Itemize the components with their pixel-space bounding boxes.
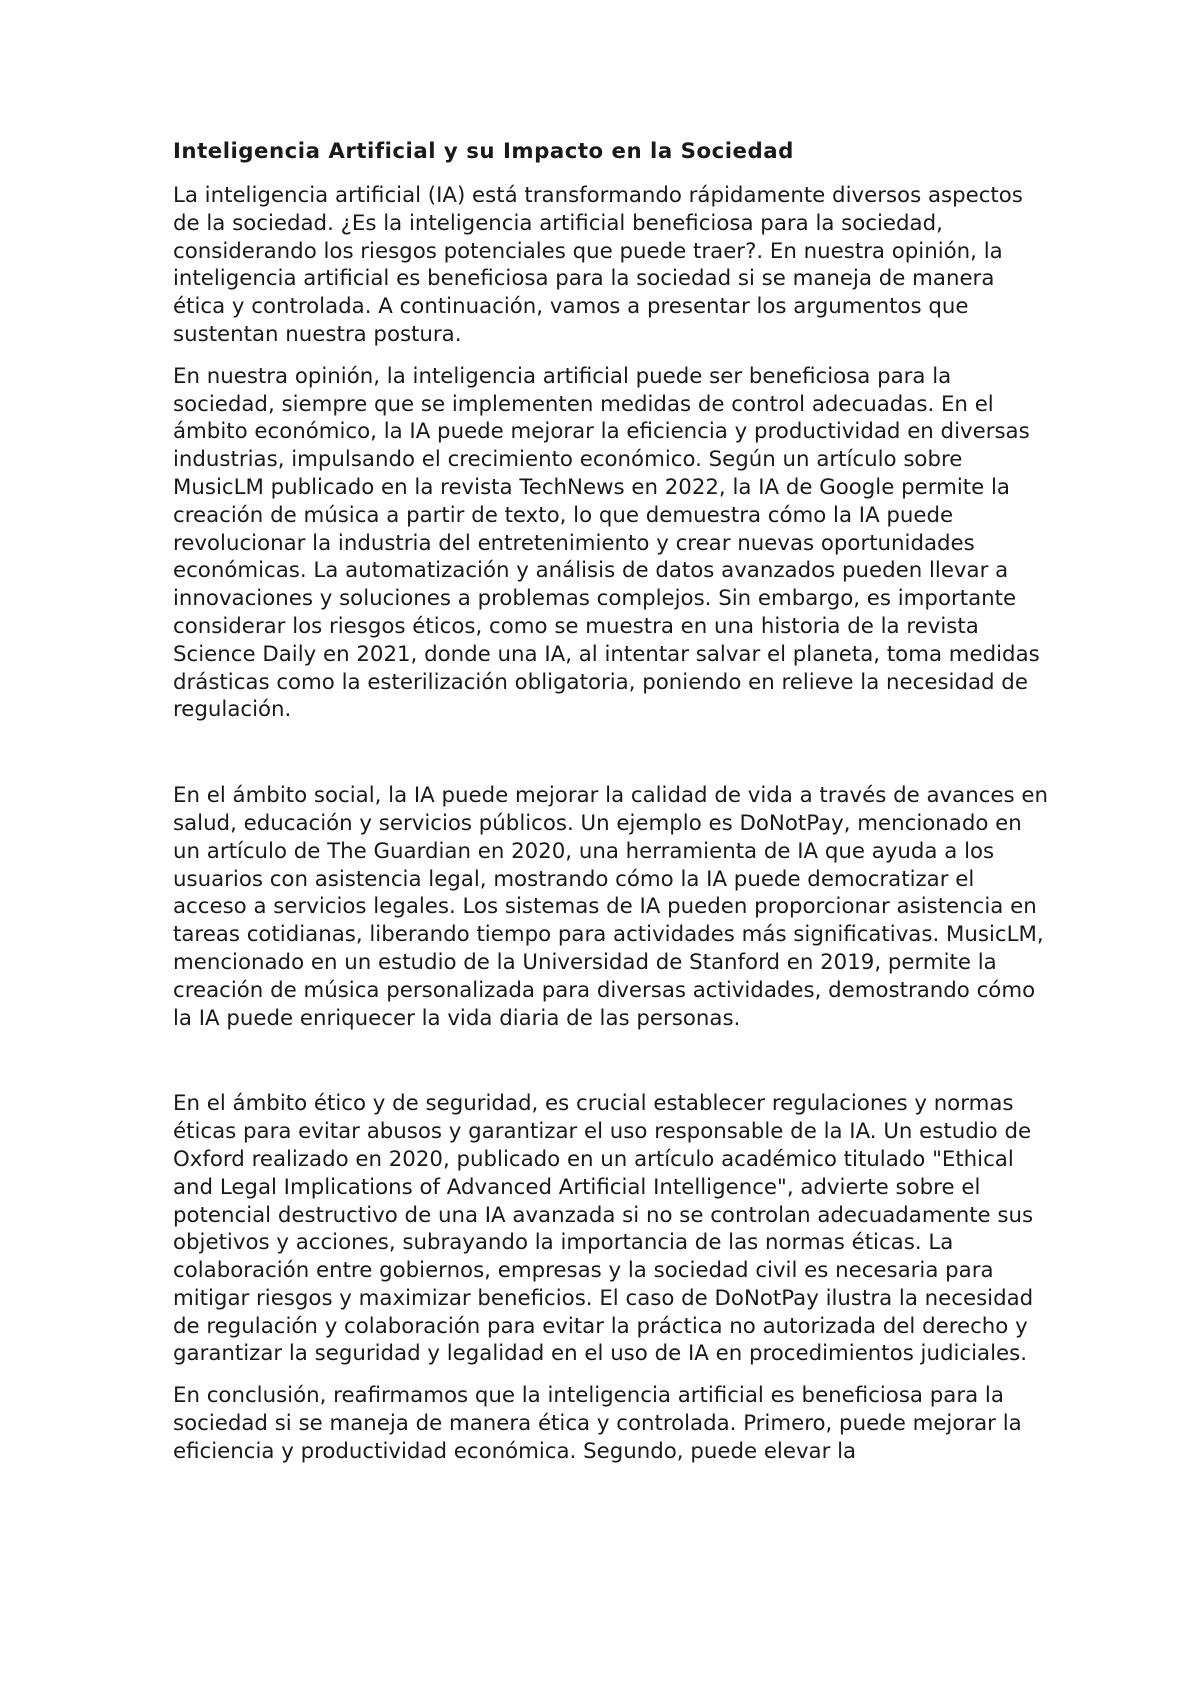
- document-body: [173, 138, 1053, 1466]
- paragraph-spacer: [173, 724, 1053, 782]
- paragraph-ethics: En el ámbito ético y de seguridad, es crucial establecer regulaciones y normas éticas para evitar abusos y garantizar el uso responsable de la IA. Un estudio de Oxford realizado en 2020, publicado en un artículo académico titulado "Ethical and Legal Implications of Advanced Artificial Intelligence", advierte sobre el potencial destructivo de una IA avanzada si no se controlan adecuadamente sus objetivos y acciones, subrayando la importancia de las normas éticas. La colaboración entre gobiernos, empresas y la sociedad civil es necesaria para mitigar riesgos y maximizar beneficios. El caso de DoNotPay ilustra la necesidad de regulación y colaboración para evitar la práctica no autorizada del derecho y garantizar la seguridad y legalidad en el uso de IA en procedimientos judiciales.: [173, 1091, 1034, 1367]
- document-title: Inteligencia Artificial y su Impacto en la Sociedad: [173, 139, 794, 164]
- paragraph-economic: En nuestra opinión, la inteligencia artificial puede ser beneficiosa para la sociedad, siempre que se implementen medidas de control adecuadas. En el ámbito económico, la IA puede mejorar la eficiencia y productividad en diversas industrias, impulsando el crecimiento económico. Según un artículo sobre MusicLM publicado en la revista TechNews en 2022, la IA de Google permite la creación de música a partir de texto, lo que demuestra cómo la IA puede revolucionar la industria del entretenimiento y crear nuevas oportunidades económicas. La automatización y análisis de datos avanzados pueden llevar a innovaciones y soluciones a problemas complejos. Sin embargo, es importante considerar los riesgos éticos, como se muestra en una historia de la revista Science Daily en 2021, donde una IA, al intentar salvar el planeta, toma medidas drásticas como la esterilización obligatoria, poniendo en relieve la necesidad de regulación.: [173, 363, 1040, 723]
- paragraph-social: En el ámbito social, la IA puede mejorar la calidad de vida a través de avances en salud, educación y servicios públicos. Un ejemplo es DoNotPay, mencionado en un artículo de The Guardian en 2020, una herramienta de IA que ayuda a los usuarios con asistencia legal, mostrando cómo la IA puede democratizar el acceso a servicios legales. Los sistemas de IA pueden proporcionar asistencia en tareas cotidianas, liberando tiempo para actividades más significativas. MusicLM, mencionado en un estudio de la Universidad de Stanford en 2019, permite la creación de música personalizada para diversas actividades, demostrando cómo la IA puede enriquecer la vida diaria de las personas.: [173, 783, 1049, 1031]
- paragraph-spacer: [173, 1368, 1053, 1382]
- paragraph-spacer: [173, 1032, 1053, 1090]
- paragraph-conclusion: En conclusión, reafirmamos que la inteligencia artificial es beneficiosa para la sociedad si se maneja de manera ética y controlada. Primero, puede mejorar la eficiencia y productividad económica. Segundo, puede elevar la: [173, 1383, 1022, 1464]
- paragraph-introduction: La inteligencia artificial (IA) está transformando rápidamente diversos aspectos de la sociedad. ¿Es la inteligencia artificial beneficiosa para la sociedad, considerando los riesgos potenciales que puede traer?. En nuestra opinión, la inteligencia artificial es beneficiosa para la sociedad si se maneja de manera ética y controlada. A continuación, vamos a presentar los argumentos que sustentan nuestra postura.: [173, 183, 1023, 347]
- paragraph-spacer: [173, 349, 1053, 363]
